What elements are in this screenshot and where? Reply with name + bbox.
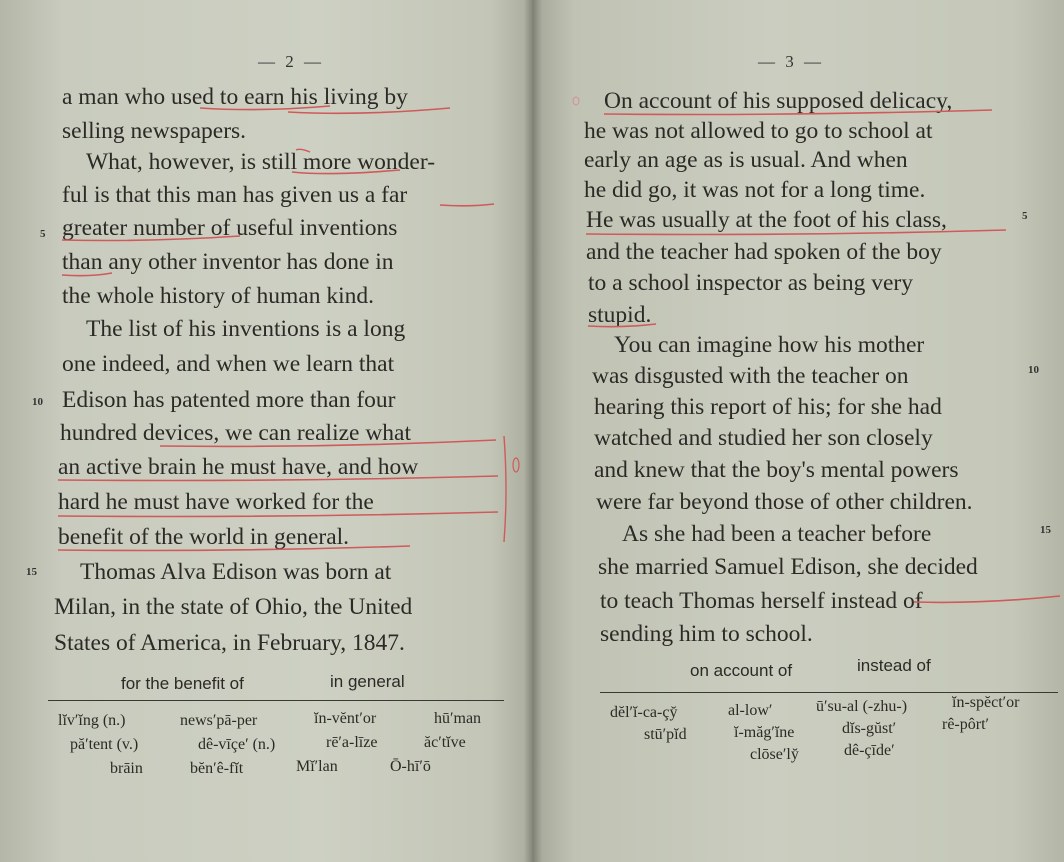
text-line: As she had been a teacher before <box>622 521 932 547</box>
vocab-word: ĭn-vĕnt′or <box>314 710 377 727</box>
vocab-word: ū′su-al (-zhu-) <box>816 698 908 715</box>
vocab-word: lĭv′ĭng (n.) <box>58 712 126 729</box>
text-line: and the teacher had spoken of the boy <box>586 239 942 265</box>
text-line: was disgusted with the teacher on <box>592 363 909 389</box>
vocab-word: dê-vīçe′ (n.) <box>198 736 276 753</box>
text-line: You can imagine how his mother <box>614 332 925 358</box>
text-line: ful is that this man has given us a far <box>62 182 408 208</box>
text-line: he did go, it was not for a long time. <box>584 177 926 203</box>
text-line: Edison has patented more than four <box>62 387 396 413</box>
book-gutter <box>524 0 542 862</box>
vocab-word: Ō-hī′ō <box>390 758 431 775</box>
text-line: an active brain he must have, and how <box>58 454 419 480</box>
vocab-word: dĭs-gŭst′ <box>842 720 897 737</box>
line-number: 5 <box>40 228 46 240</box>
vocab-word: rê-pôrt′ <box>942 716 990 733</box>
line-number: 5 <box>1022 210 1028 222</box>
text-line: benefit of the world in general. <box>58 524 350 550</box>
page-number: — 3 — <box>758 52 824 71</box>
line-number: 10 <box>32 396 43 408</box>
vocab-word: dê-çīde′ <box>844 742 895 759</box>
vocab-word: ĭn-spĕct′or <box>952 694 1020 711</box>
vocab-word: bĕn′ê-fĭt <box>190 760 244 777</box>
text-line: sending him to school. <box>600 621 813 647</box>
vocab-word: news′pā-per <box>180 712 258 729</box>
vocab-word: rē′a-līze <box>326 734 378 751</box>
text-line: States of America, in February, 1847. <box>54 630 405 656</box>
vocab-word: brāin <box>110 760 143 777</box>
text-line: he was not allowed to go to school at <box>584 118 933 144</box>
divider <box>600 692 1058 693</box>
text-line: she married Samuel Edison, she decided <box>598 554 978 580</box>
divider <box>48 700 504 701</box>
vocab-word: ăc′tĭve <box>424 734 466 751</box>
text-line: Milan, in the state of Ohio, the United <box>54 594 413 620</box>
line-number: 15 <box>1040 524 1051 536</box>
phrase-1: on account of <box>690 661 793 680</box>
text-line: greater number of useful inventions <box>62 215 398 241</box>
text-line: to teach Thomas herself instead of <box>600 588 923 614</box>
vocab-word: Mĭ′lan <box>296 758 338 775</box>
vocab-word: hū′man <box>434 710 482 727</box>
text-line: stupid. <box>588 302 652 328</box>
vocab-word: dĕl′ĭ-ca-çy̆ <box>610 704 678 721</box>
vocab-word: ĭ-măg′ĭne <box>734 724 795 741</box>
text-line: What, however, is still more wonder- <box>86 149 436 175</box>
text-line: selling newspapers. <box>62 118 247 144</box>
line-number: 10 <box>1028 364 1039 376</box>
phrase-2: instead of <box>857 656 931 675</box>
vocab-word: pă′tent (v.) <box>70 736 139 753</box>
text-line: than any other inventor has done in <box>62 249 394 275</box>
right-page <box>532 0 1064 862</box>
text-line: Thomas Alva Edison was born at <box>80 559 392 585</box>
text-line: one indeed, and when we learn that <box>62 351 395 377</box>
line-number: 15 <box>26 566 37 578</box>
text-line: The list of his inventions is a long <box>86 316 406 342</box>
text-line: hard he must have worked for the <box>58 489 374 515</box>
page-number: — 2 — <box>258 52 324 71</box>
text-line: a man who used to earn his living by <box>62 84 408 110</box>
text-line: and knew that the boy's mental powers <box>594 457 959 483</box>
phrase-2: in general <box>330 672 405 691</box>
text-line: hundred devices, we can realize what <box>60 420 412 446</box>
text-line: early an age as is usual. And when <box>584 147 908 173</box>
text-line: hearing this report of his; for she had <box>594 394 942 420</box>
text-line: watched and studied her son closely <box>594 425 933 451</box>
phrase-1: for the benefit of <box>121 674 244 693</box>
text-line: were far beyond those of other children. <box>596 489 973 515</box>
text-line: He was usually at the foot of his class, <box>586 207 947 233</box>
vocab-word: al-low′ <box>728 702 773 719</box>
vocab-word: stū′pĭd <box>644 726 687 743</box>
text-line: On account of his supposed delicacy, <box>604 88 953 114</box>
vocab-word: clōse′ly̆ <box>750 746 799 763</box>
text-line: to a school inspector as being very <box>588 270 913 296</box>
text-line: the whole history of human kind. <box>62 283 374 309</box>
